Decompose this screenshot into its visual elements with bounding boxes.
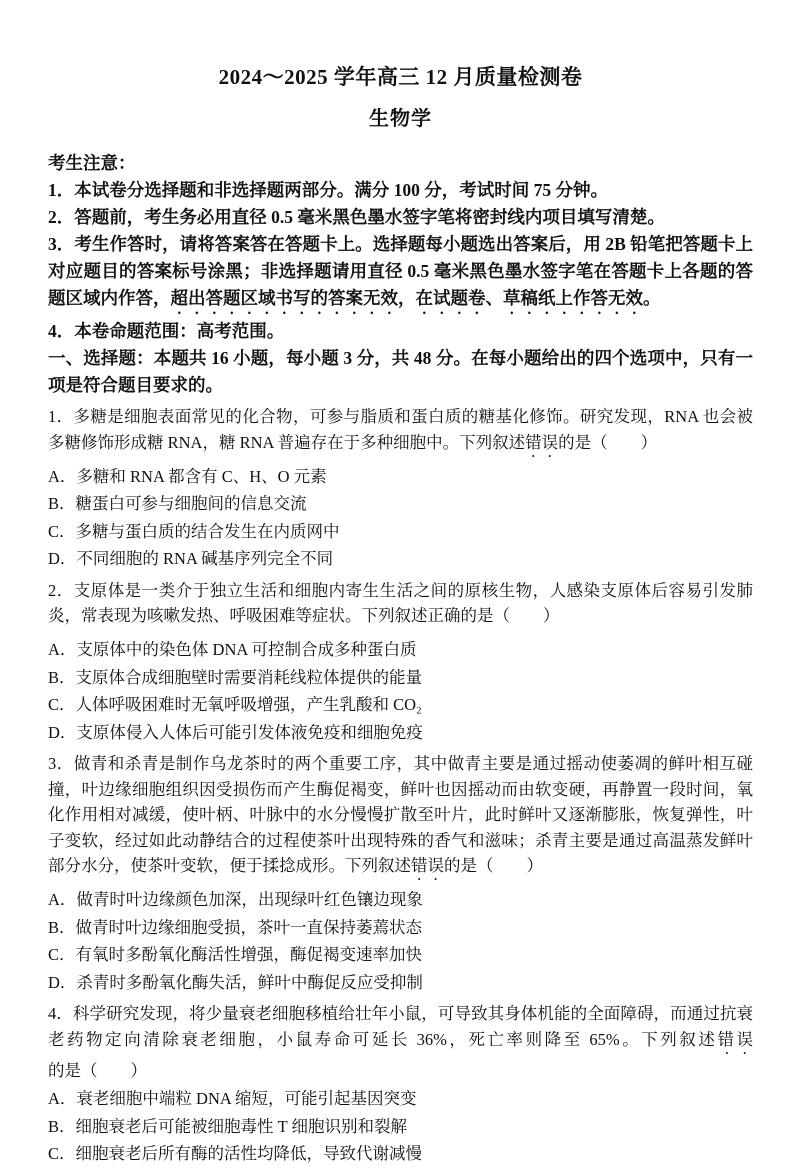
question-3-option-c: C．有氧时多酚氧化酶活性增强，酶促褐变速率加快 (48, 945, 423, 964)
question-4-option-c: C．细胞衰老后所有酶的活性均降低，导致代谢减慢 (48, 1144, 423, 1163)
notice-item-3-emphasized: 超出答题区域书写的答案无效，在试题卷、草稿纸上作答无效 (170, 288, 643, 308)
question-1 (48, 404, 753, 573)
question-1-option-c: C．多糖与蛋白质的结合发生在内质网中 (48, 521, 340, 541)
notice-item-3-end: 。 (643, 288, 661, 308)
question-2-option-b: B．支原体合成细胞壁时需要消耗线粒体提供的能量 (48, 667, 423, 687)
notice-item-1: 1．本试卷分选择题和非选择题两部分。满分 100 分，考试时间 75 分钟。 (48, 180, 608, 200)
question-1-stem-end: 的是（ ） (558, 432, 658, 452)
question-2-option-c: C．人体呼吸困难时无氧呼吸增强，产生乳酸和 CO₂ (48, 695, 422, 714)
candidate-notice (48, 150, 753, 345)
question-4-stem-emphasized: 错误 (717, 1029, 754, 1049)
question-3-stem-emphasized: 错误 (411, 856, 444, 875)
question-3-stem-text: 3．做青和杀青是制作乌龙茶时的两个重要工序，其中做青主要是通过摇动使萎凋的鲜叶相互碰撞，叶边缘细胞组织因受损伤而产生酶促褐变，鲜叶也因摇动而由软变硬，再静置一段时间，氧化作用相对减缓，使叶柄、叶脉中的水分慢慢扩散至叶片，此时鲜叶又逐渐膨胀，恢复弹性，叶子变软，经过如此动静结合的过程使茶叶出现特殊的香气和滋味；杀青主要是通过高温蒸发鲜叶部分水分，使茶叶变软，便于揉捻成形。下列叙述 (48, 754, 753, 875)
question-1-stem (48, 404, 753, 461)
question-3-option-a: A．做青时叶边缘颜色加深，出现绿叶红色镶边现象 (48, 890, 423, 909)
question-4-stem-text: 4．科学研究发现，将少量衰老细胞移植给壮年小鼠，可导致其身体机能的全面障碍，而通过抗衰老药物定向清除衰老细胞，小鼠寿命可延长 36%，死亡率则降至 65%。下列叙述 (48, 1004, 753, 1049)
notice-item-3-text: 3．考生作答时，请将答案答在答题卡上。选择题每小题选出答案后，用 2B 铅笔把答题卡上对应题目的答案标号涂黑；非选择题请用直径 0.5 毫米黑色墨水签字笔在答题卡上各题的答题区域内作答， (48, 234, 753, 308)
question-4 (48, 1001, 753, 1168)
question-4-option-a: A．衰老细胞中端粒 DNA 缩短，可能引起基因突变 (48, 1089, 417, 1108)
question-3-option-d: D．杀青时多酚氧化酶失活，鲜叶中酶促反应受抑制 (48, 972, 423, 992)
question-2-option-d: D．支原体侵入人体后可能引发体液免疫和细胞免疫 (48, 722, 423, 742)
subject-title: 生物学 (369, 108, 432, 130)
notice-item-2: 2．答题前，考生务必用直径 0.5 毫米黑色墨水签字笔将密封线内项目填写清楚。 (48, 207, 665, 227)
question-1-option-a: A．多糖和 RNA 都含有 C、H、O 元素 (48, 466, 327, 486)
notice-item-3 (48, 231, 753, 318)
question-1-option-b: B．糖蛋白可参与细胞间的信息交流 (48, 494, 307, 513)
question-1-stem-text: 1．多糖是细胞表面常见的化合物，可参与脂质和蛋白质的糖基化修饰。研究发现，RNA 也会被多糖修饰形成糖 RNA，糖 RNA 普遍存在于多种细胞中。下列叙述 (48, 407, 753, 452)
question-2-stem-text: 2．支原体是一类介于独立生活和细胞内寄生生活之间的原核生物，人感染支原体后容易引发肺炎，常表现为咳嗽发热、呼吸困难等症状。下列叙述正确的是（ ） (48, 580, 753, 625)
question-1-stem-emphasized: 错误 (525, 432, 559, 452)
question-2-stem (48, 578, 753, 635)
notice-heading: 考生注意： (48, 153, 136, 173)
notice-item-4: 4．本卷命题范围：高考范围。 (48, 321, 285, 341)
question-3 (48, 751, 753, 996)
question-1-option-d: D．不同细胞的 RNA 碱基序列完全不同 (48, 549, 334, 568)
page-title: 2024～2025 学年高三 12 月质量检测卷 (218, 65, 583, 89)
question-2 (48, 578, 753, 747)
question-4-stem-end: 的是（ ） (48, 1060, 147, 1080)
question-3-stem (48, 751, 753, 884)
section-heading-multiple-choice: 一、选择题：本题共 16 小题，每小题 3 分，共 48 分。在每小题给出的四个选项中，只有一项是符合题目要求的。 (48, 348, 753, 395)
question-3-stem-end: 的是（ ） (444, 856, 543, 875)
question-2-option-a: A．支原体中的染色体 DNA 可控制合成多种蛋白质 (48, 640, 417, 659)
question-4-stem (48, 1001, 753, 1083)
question-3-option-b: B．做青时叶边缘细胞受损，茶叶一直保持萎蔫状态 (48, 917, 423, 937)
question-4-option-b: B．细胞衰老后可能被细胞毒性 T 细胞识别和裂解 (48, 1116, 408, 1136)
